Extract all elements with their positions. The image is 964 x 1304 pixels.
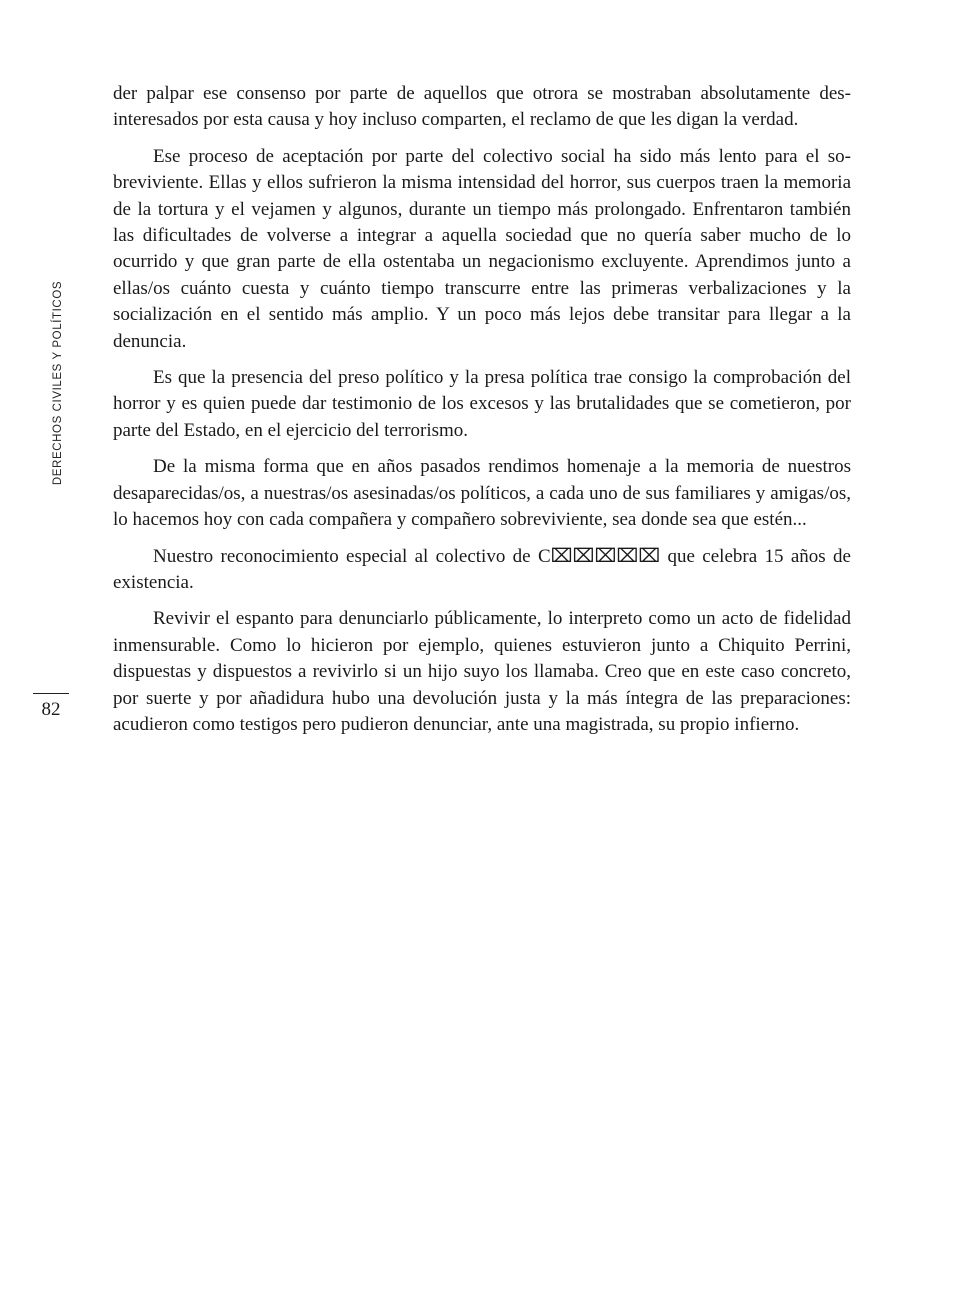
paragraph-2: Ese proceso de aceptación por parte del colectivo social ha sido más lento para el sobreviviente. Ellas y ellos sufrieron la misma intensidad del horror, sus cuerpos traen la memoria de la tortura y el vejamen y algunos, durante un tiempo más prolongado. Enfrentaron también las dificultades de volverse a integrar a aquella sociedad que no quería saber mucho de lo ocurrido y que gran parte de ella ostentaba un negacionismo excluyente. Aprendimos junto a ellas/os cuánto cuesta y cuánto tiempo transcurre entre las primeras verbalizaciones y la socialización en el sentido más amplio. Y un poco más lejos debe transitar para llegar a la denuncia. (113, 145, 851, 352)
body-text (113, 81, 851, 748)
paragraph-3: Es que la presencia del preso político y la presa política trae consigo la comprobación del horror y es quien puede dar testimonio de los excesos y las brutalidades que se cometieron, por parte del Estado, en el ejercicio del terrorismo. (113, 367, 851, 441)
page-number: 82 (41, 699, 61, 720)
running-header: DERECHOS CIVILES Y POLÍTICOS (52, 280, 64, 486)
paragraph-1: der palpar ese consenso por parte de aquellos que otrora se mostraban absolutamente desinteresados por esta causa y hoy incluso comparten, el reclamo de que les digan la verdad. (113, 83, 851, 131)
paragraph-5: Nuestro reconocimiento especial al colectivo de C⌧⌧⌧⌧⌧ que celebra 15 años de existencia. (113, 545, 851, 593)
paragraph-6: Revivir el espanto para denunciarlo públicamente, lo interpreto como un acto de fidelidad inmensurable. Como lo hicieron por ejemplo, quienes estuvieron junto a Chiquito Perrini, dispuestas y dispuestos a revivirlo si un hijo suyo los llamaba. Creo que en este caso concreto, por suerte y por añadidura hubo una devolución justa y la más íntegra de las preparaciones: acudieron como testigos pero pudieron denunciar, ante una magistrada, su propio infierno. (113, 608, 851, 735)
paragraph-4: De la misma forma que en años pasados rendimos homenaje a la memoria de nuestros desaparecidas/os, a nuestras/os asesinadas/os políticos, a cada uno de sus familiares y amigas/os, lo hacemos hoy con cada compañera y compañero sobreviviente, sea donde sea que estén... (113, 456, 851, 531)
page-number-rule (33, 693, 69, 694)
